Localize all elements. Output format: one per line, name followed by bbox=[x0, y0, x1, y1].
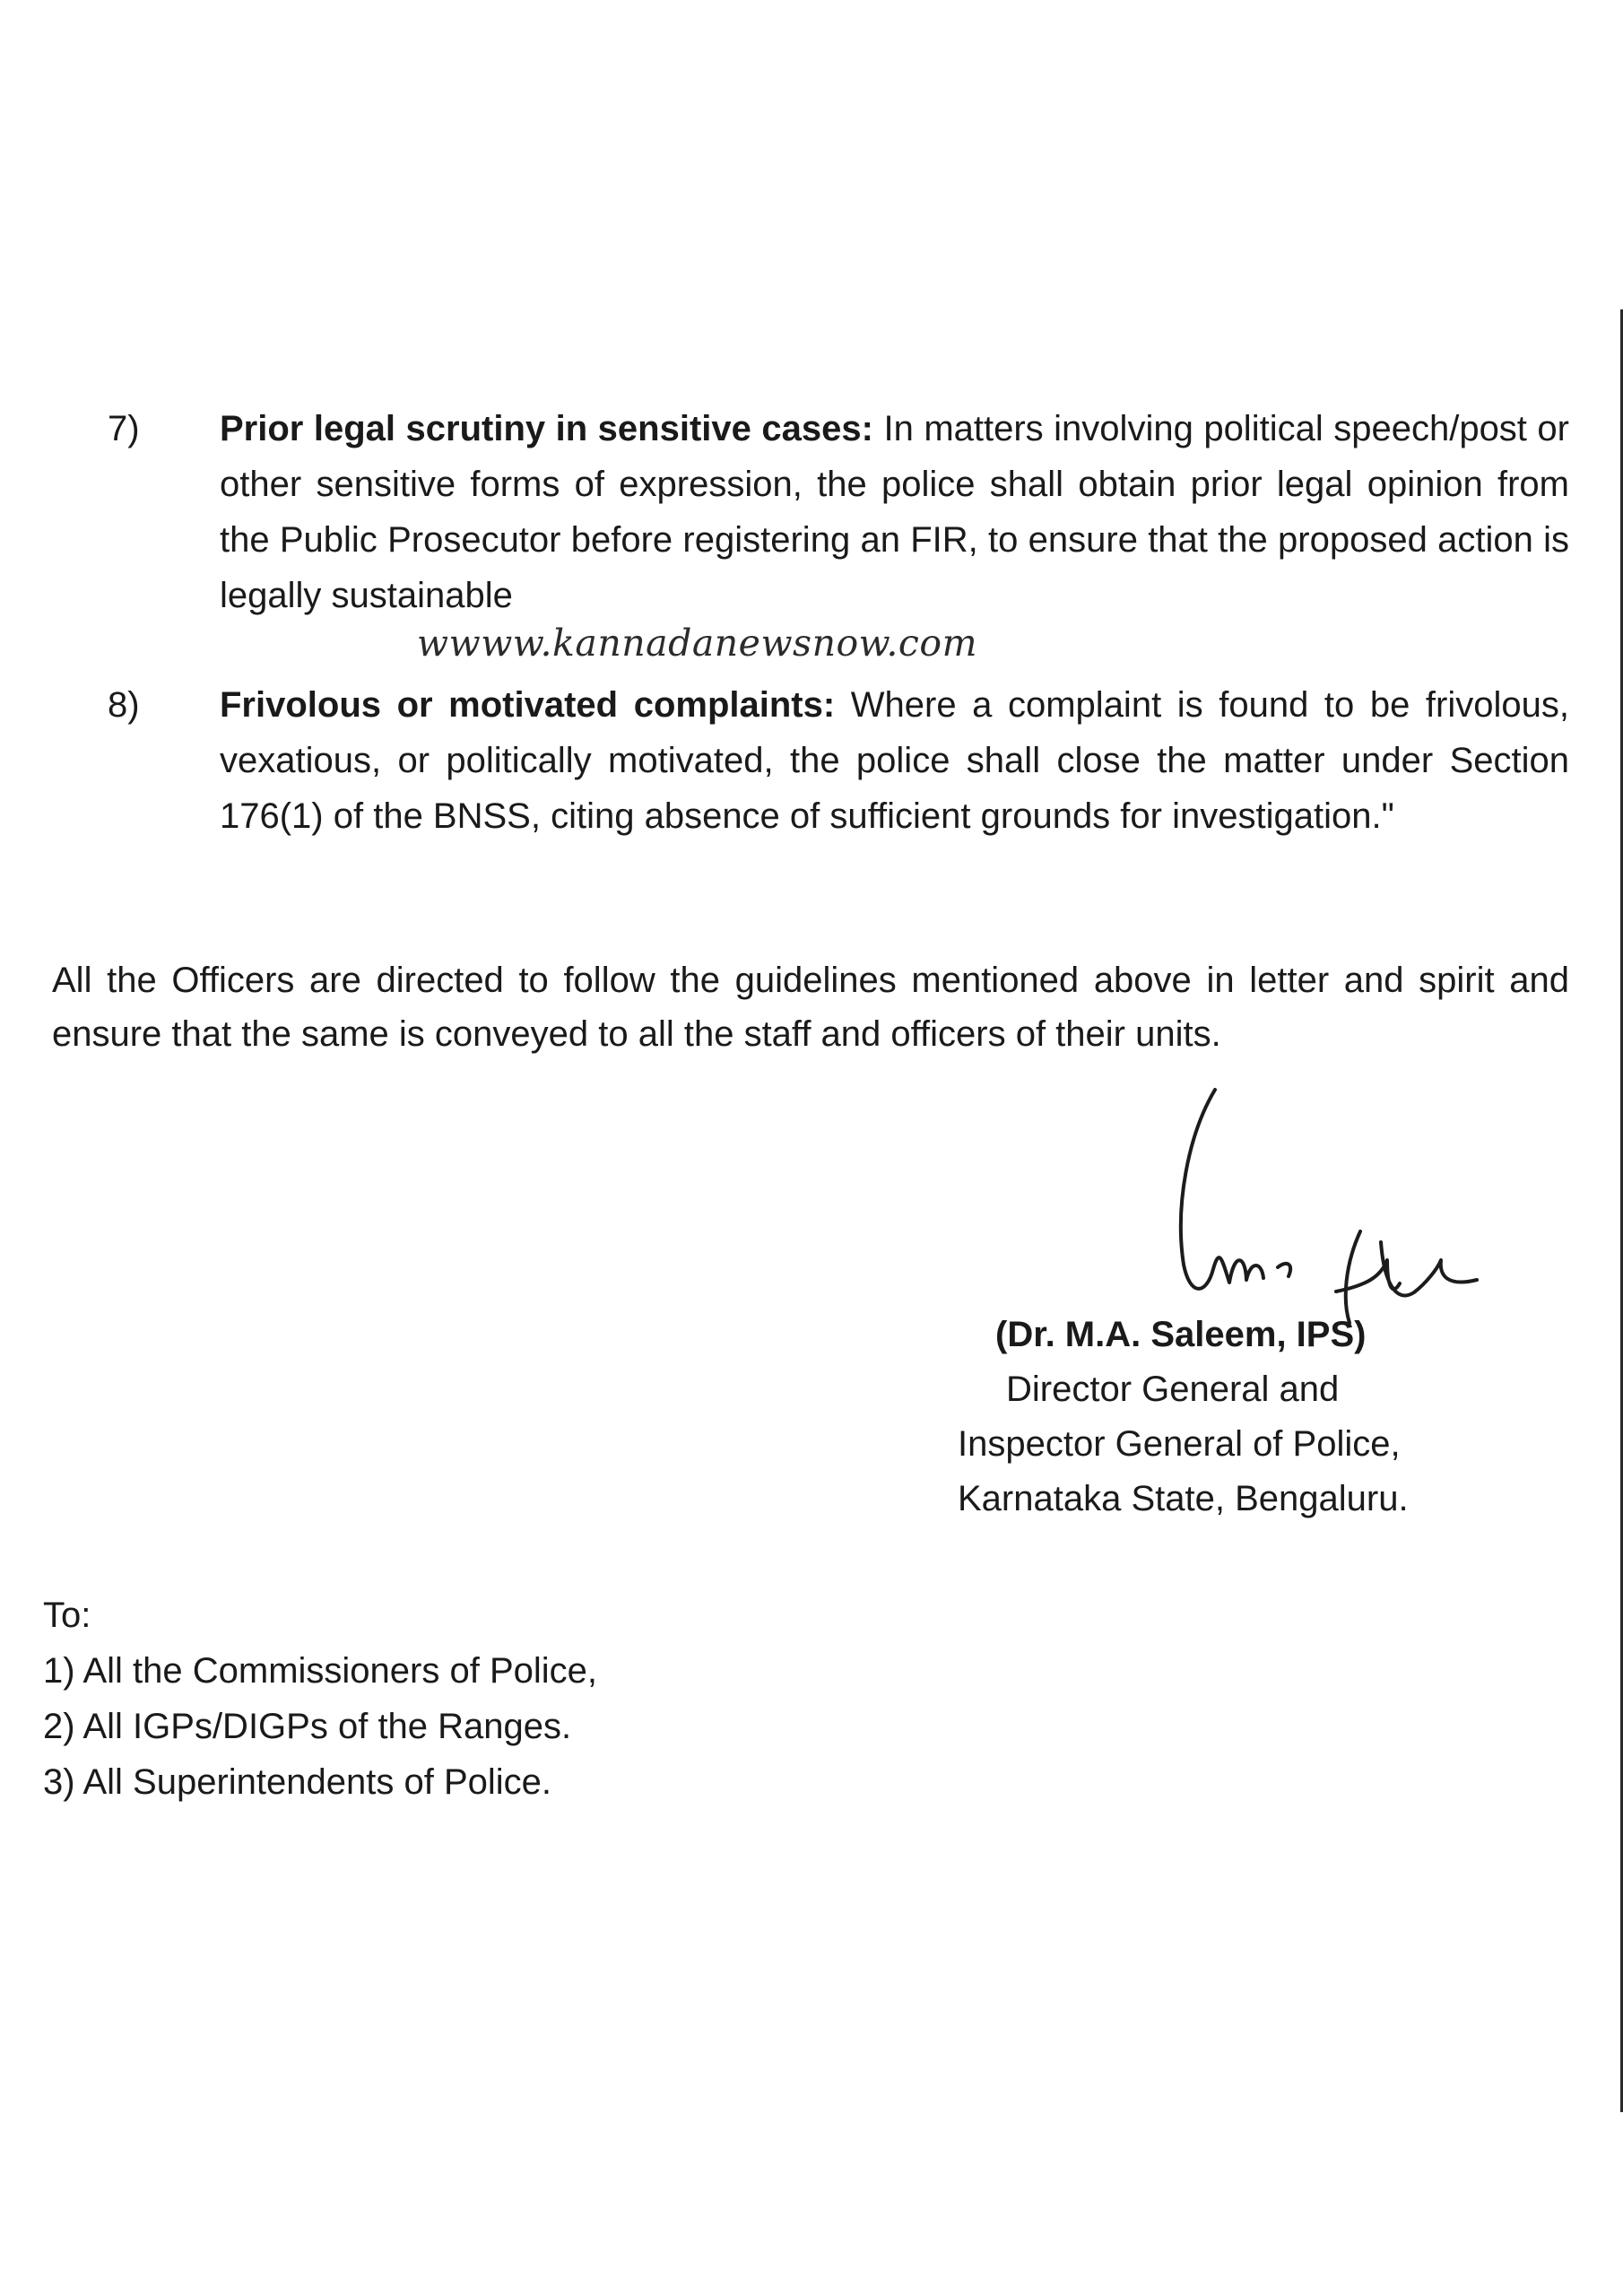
guideline-title: Frivolous or motivated complaints: bbox=[220, 685, 836, 725]
website-watermark: wwww.kannadanewsnow.com bbox=[417, 622, 977, 665]
recipients-heading: To: bbox=[43, 1596, 91, 1635]
signatory-location: Karnataka State, Bengaluru. bbox=[958, 1479, 1409, 1518]
guideline-text: In matters involving political speech/post or other sensitive forms of expression, the police shall obtain prior legal opinion from the Public Prosecutor before registering an FIR, to ensure that the proposed action is legally sustainable bbox=[220, 409, 1569, 615]
recipient-item: 3) All Superintendents of Police. bbox=[43, 1762, 552, 1802]
recipient-item: 2) All IGPs/DIGPs of the Ranges. bbox=[43, 1707, 572, 1746]
recipients-block bbox=[43, 1587, 597, 1810]
guideline-text: Where a complaint is found to be frivolous, vexatious, or politically motivated, the police shall close the matter under Section 176(1) of the BNSS, citing absence of sufficient grounds for investigation." bbox=[220, 685, 1569, 836]
signatory-designation: Inspector General of Police, bbox=[958, 1424, 1401, 1464]
guideline-title: Prior legal scrutiny in sensitive cases: bbox=[220, 409, 873, 448]
guideline-body bbox=[220, 401, 1569, 623]
guideline-body bbox=[220, 677, 1569, 844]
handwritten-signature bbox=[1152, 1072, 1484, 1327]
directive-paragraph: All the Officers are directed to follow the guidelines mentioned above in letter and spirit and ensure that the same is conveyed to all the staff and officers of their units. bbox=[52, 961, 1569, 1054]
guideline-number: 7) bbox=[108, 409, 140, 448]
signature-block bbox=[950, 1308, 1533, 1526]
signatory-name: (Dr. M.A. Saleem, IPS) bbox=[995, 1315, 1367, 1354]
signatory-designation: Director General and bbox=[1006, 1370, 1340, 1409]
recipient-item: 1) All the Commissioners of Police, bbox=[43, 1651, 598, 1691]
guideline-number: 8) bbox=[108, 685, 140, 725]
